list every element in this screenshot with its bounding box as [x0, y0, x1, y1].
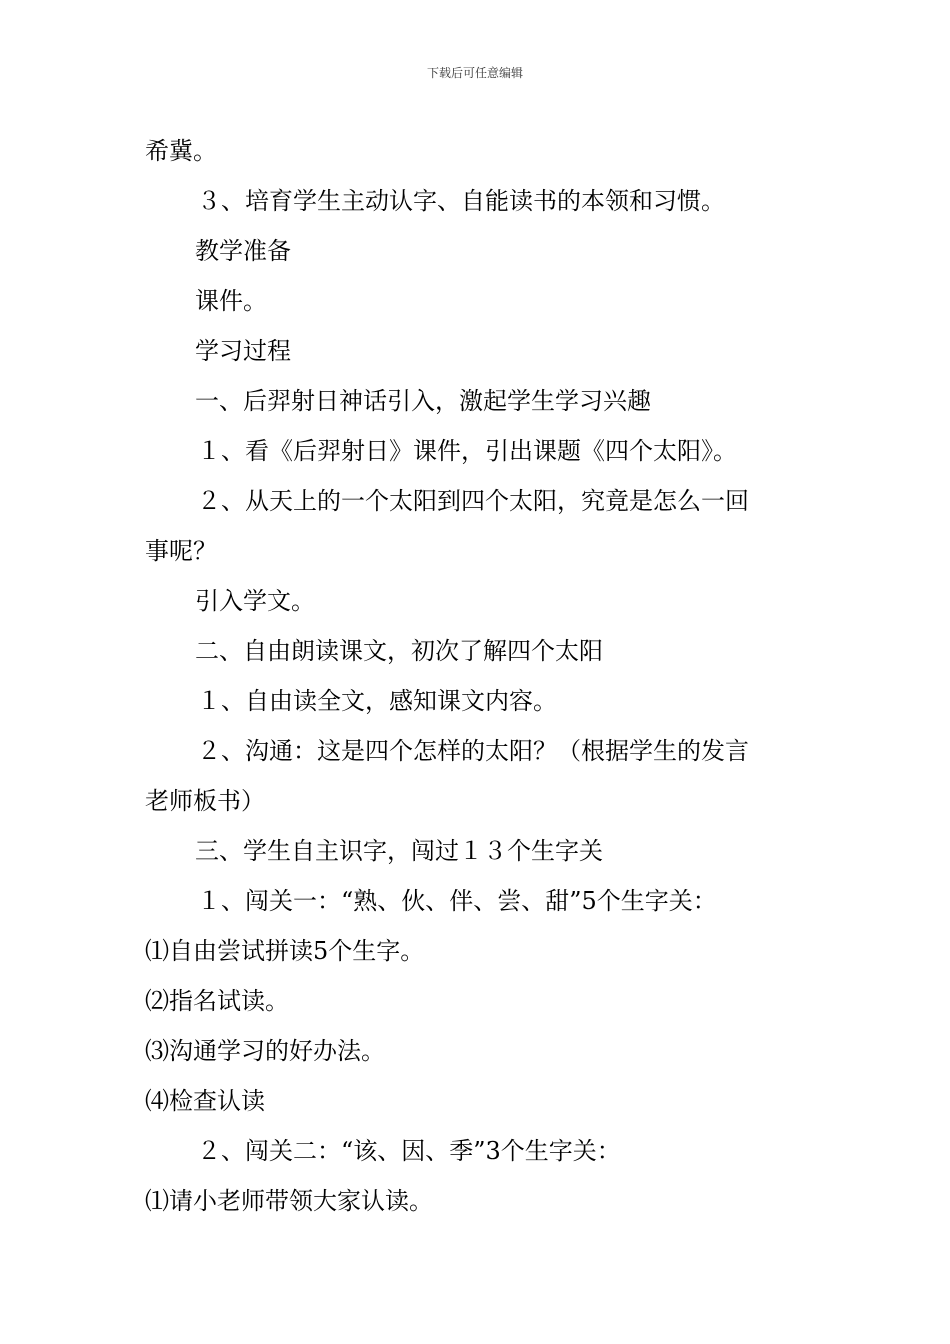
text-line: 课件。	[195, 287, 267, 315]
text-line: １、自由读全文，感知课文内容。	[197, 687, 557, 715]
text-line: ２、沟通：这是四个怎样的太阳？（根据学生的发言	[197, 737, 749, 765]
list-item: ⑴自由尝试拼读5个生字。	[145, 937, 425, 965]
text-line: ３、培育学生主动认字、自能读书的本领和习惯。	[197, 187, 725, 215]
document-body	[145, 126, 810, 1226]
list-item: ⑷检查认读	[145, 1087, 265, 1115]
text-line: 引入学文。	[195, 587, 315, 615]
text-line: 希冀。	[145, 137, 217, 165]
text-line: １、闯关一：“熟、伙、伴、尝、甜”5个生字关：	[197, 887, 717, 915]
text-line: １、看《后羿射日》课件，引出课题《四个太阳》。	[197, 437, 737, 465]
text-line: ２、从天上的一个太阳到四个太阳，究竟是怎么一回	[197, 487, 749, 515]
list-item: ⑵指名试读。	[145, 987, 289, 1015]
text-line: 事呢？	[145, 537, 217, 565]
page-header: 下载后可任意编辑	[426, 66, 523, 80]
section-heading: 一、后羿射日神话引入，激起学生学习兴趣	[195, 387, 651, 415]
list-item: ⑴请小老师带领大家认读。	[145, 1187, 433, 1215]
section-heading: 教学准备	[195, 237, 291, 265]
section-heading: 学习过程	[195, 337, 291, 365]
text-line: 老师板书）	[145, 787, 265, 815]
text-line: ２、闯关二：“该、因、季”3个生字关：	[197, 1137, 621, 1165]
section-heading: 二、自由朗读课文，初次了解四个太阳	[195, 637, 603, 665]
section-heading: 三、学生自主识字，闯过１３个生字关	[195, 837, 603, 865]
list-item: ⑶沟通学习的好办法。	[145, 1037, 385, 1065]
